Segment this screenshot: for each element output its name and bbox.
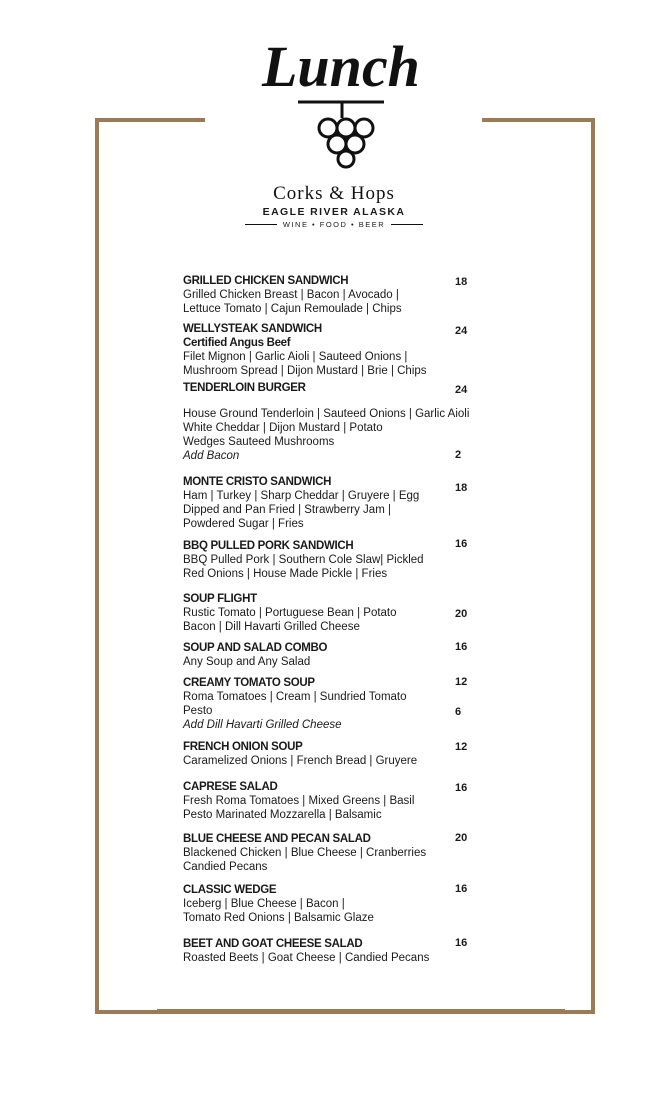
item-name: FRENCH ONION SOUP: [183, 741, 303, 753]
item-addon: Add Dill Havarti Grilled Cheese: [183, 719, 342, 731]
item-desc: White Cheddar | Dijon Mustard | Potato: [183, 422, 383, 434]
item-desc: Roasted Beets | Goat Cheese | Candied Pecans: [183, 952, 430, 964]
grapes-icon: [319, 119, 373, 167]
item-desc: Filet Mignon | Garlic Aioli | Sauteed Onions |: [183, 351, 408, 363]
item-price: 16: [455, 883, 468, 895]
item-price: 12: [455, 741, 468, 753]
item-price: 20: [455, 832, 468, 844]
item-name: CAPRESE SALAD: [183, 781, 278, 793]
item-price: 16: [455, 538, 468, 550]
item-desc: Pesto: [183, 705, 213, 717]
item-desc: Pesto Marinated Mozzarella | Balsamic: [183, 809, 382, 821]
item-desc: House Ground Tenderloin | Sauteed Onions | Garlic Aioli: [183, 408, 470, 420]
item-name: CLASSIC WEDGE: [183, 884, 277, 896]
lunch-title: Lunch: [262, 34, 420, 99]
addon-price: 6: [455, 706, 462, 718]
addon-price: 2: [455, 449, 462, 461]
item-desc: Caramelized Onions | French Bread | Gruyere: [183, 755, 418, 767]
border-bottom-inner: [157, 1009, 565, 1010]
item-name: GRILLED CHICKEN SANDWICH: [183, 275, 349, 287]
menu-item: [183, 641, 483, 669]
item-price: 24: [455, 384, 468, 396]
item-desc: Tomato Red Onions | Balsamic Glaze: [183, 912, 374, 924]
item-addon: Add Bacon: [183, 450, 240, 462]
item-desc: Lettuce Tomato | Cajun Remoulade | Chips: [183, 303, 402, 315]
item-desc: Ham | Turkey | Sharp Cheddar | Gruyere | Egg: [183, 490, 420, 502]
item-desc: Candied Pecans: [183, 861, 268, 873]
item-desc: Bacon | Dill Havarti Grilled Cheese: [183, 621, 360, 633]
menu-item: [183, 592, 483, 634]
item-desc: Roma Tomatoes | Cream | Sundried Tomato: [183, 691, 407, 703]
item-desc: Fresh Roma Tomatoes | Mixed Greens | Basil: [183, 795, 415, 807]
item-desc: Wedges Sauteed Mushrooms: [183, 436, 335, 448]
lunch-logo: [258, 20, 448, 170]
item-desc: BBQ Pulled Pork | Southern Cole Slaw| Pickled: [183, 554, 424, 566]
item-price: 16: [455, 937, 468, 949]
menu-item: [183, 322, 483, 378]
item-desc: Any Soup and Any Salad: [183, 656, 311, 668]
border-top-left: [95, 118, 205, 122]
brand-tagline: WINE • FOOD • BEER: [0, 220, 668, 229]
item-price: 16: [455, 782, 468, 794]
item-price: 18: [455, 482, 468, 494]
brand-location: EAGLE RIVER ALASKA: [262, 206, 406, 218]
menu-item: [183, 475, 483, 531]
menu-item: [183, 780, 483, 822]
item-name: WELLYSTEAK SANDWICH: [183, 323, 322, 335]
brand-name: Corks & Hops: [273, 183, 395, 204]
item-price: 16: [455, 641, 468, 653]
item-name: BLUE CHEESE AND PECAN SALAD: [183, 833, 371, 845]
menu-item: [183, 740, 483, 768]
menu-item: [183, 274, 483, 316]
item-desc: Rustic Tomato | Portuguese Bean | Potato: [183, 607, 397, 619]
item-desc: Iceberg | Blue Cheese | Bacon |: [183, 898, 345, 910]
item-price: 20: [455, 608, 468, 620]
menu-item: [183, 832, 483, 874]
item-name: CREAMY TOMATO SOUP: [183, 677, 315, 689]
item-price: 18: [455, 276, 468, 288]
item-desc: Mushroom Spread | Dijon Mustard | Brie | Chips: [183, 365, 427, 377]
item-name: SOUP AND SALAD COMBO: [183, 642, 328, 654]
item-desc: Powdered Sugar | Fries: [183, 518, 304, 530]
border-top-right: [482, 118, 595, 122]
menu-item: [183, 883, 483, 925]
item-name: SOUP FLIGHT: [183, 593, 257, 605]
menu-item: [183, 381, 483, 463]
item-desc: Dipped and Pan Fried | Strawberry Jam |: [183, 504, 391, 516]
item-desc: Blackened Chicken | Blue Cheese | Cranberries: [183, 847, 427, 859]
item-name: MONTE CRISTO SANDWICH: [183, 476, 332, 488]
menu-item: [183, 937, 483, 965]
menu-item: [183, 539, 483, 581]
item-name: TENDERLOIN BURGER: [183, 382, 306, 394]
brand-block: [0, 183, 668, 229]
item-desc: Grilled Chicken Breast | Bacon | Avocado |: [183, 289, 399, 301]
item-price: 24: [455, 325, 468, 337]
item-price: 12: [455, 676, 468, 688]
item-name: BBQ PULLED PORK SANDWICH: [183, 540, 354, 552]
item-subname: Certified Angus Beef: [183, 337, 291, 349]
item-desc: Red Onions | House Made Pickle | Fries: [183, 568, 388, 580]
item-name: BEET AND GOAT CHEESE SALAD: [183, 938, 363, 950]
menu-item: [183, 676, 483, 732]
